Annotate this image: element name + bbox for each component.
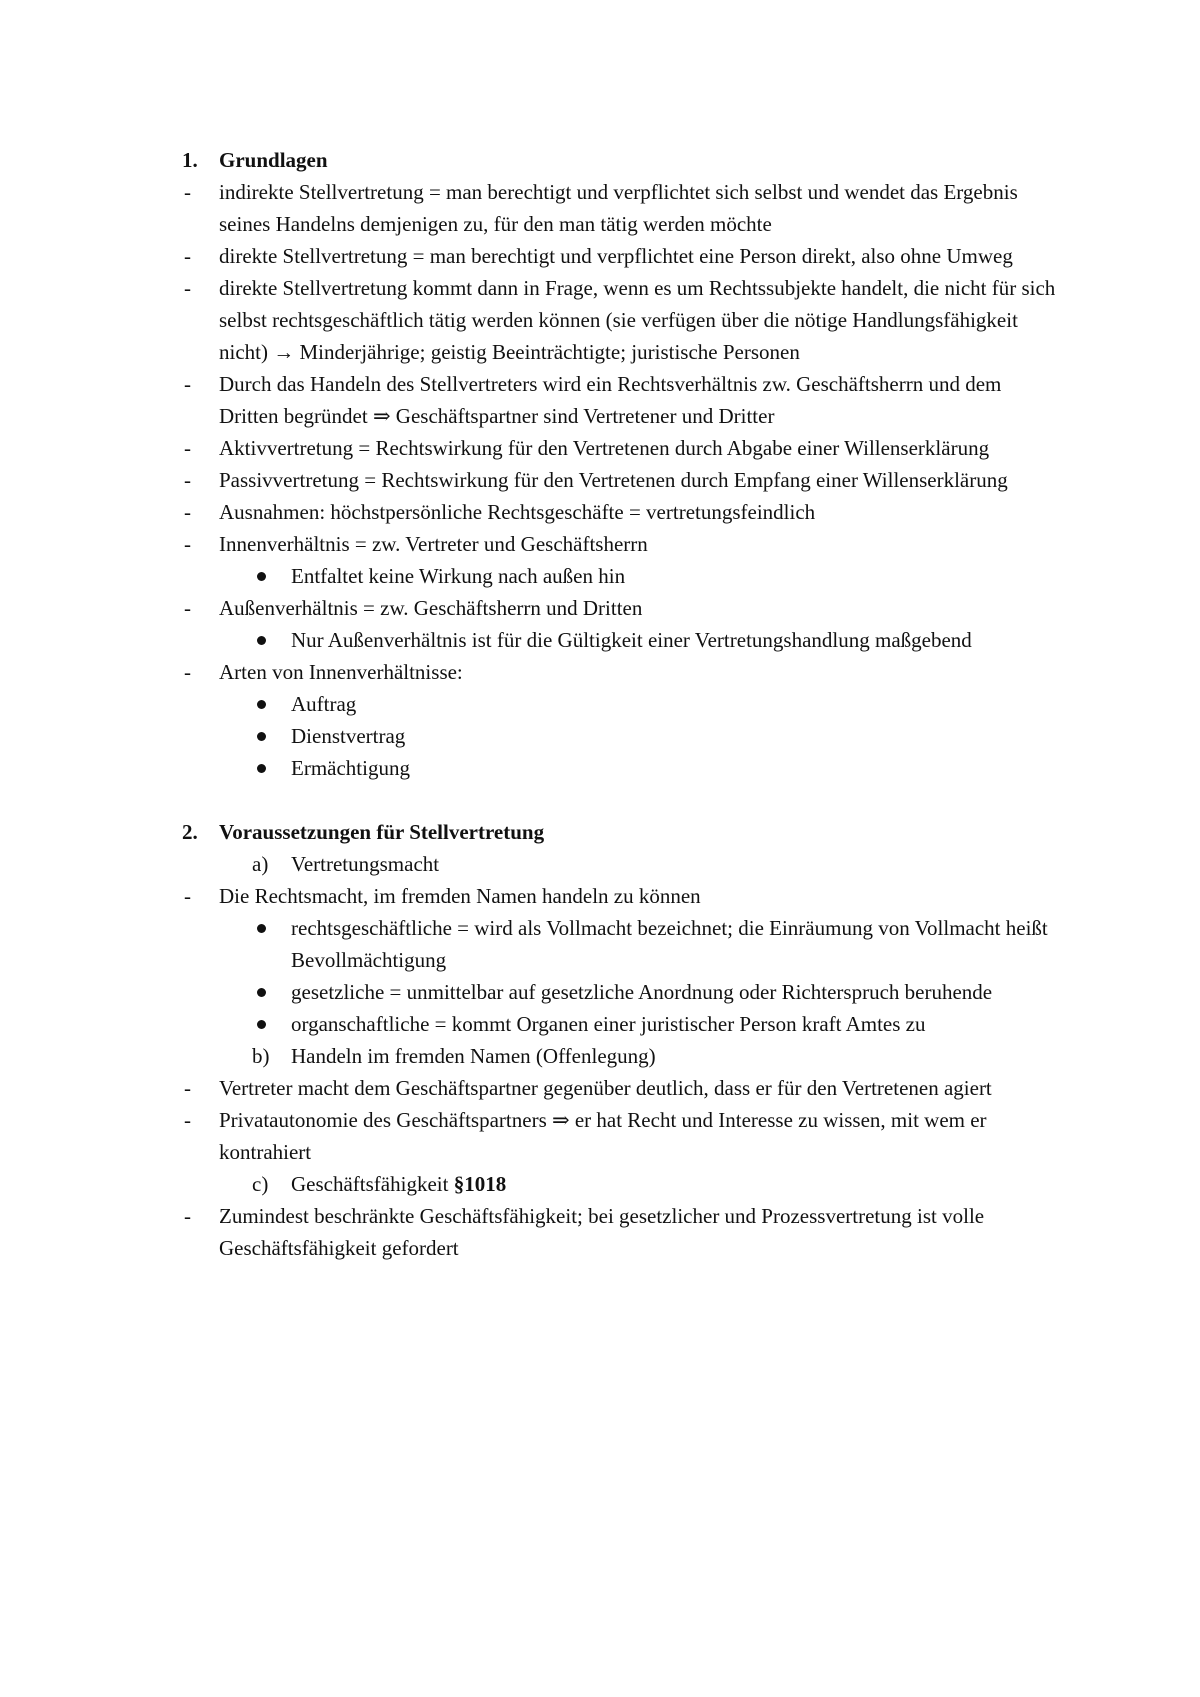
bullet-icon <box>257 1020 266 1029</box>
dash-marker: - <box>184 884 191 908</box>
dash-marker: - <box>184 1204 191 1228</box>
list-item-text: Die Rechtsmacht, im fremden Namen handeln zu können <box>219 884 701 908</box>
blank-line <box>182 784 1062 816</box>
bullet-icon <box>257 732 266 741</box>
dash-marker: - <box>184 180 191 204</box>
bullet-item <box>182 688 1062 720</box>
list-item-text: direkte Stellvertretung = man berechtigt und verpflichtet eine Person direkt, also ohne Umweg <box>219 244 1013 268</box>
list-item <box>182 176 1062 240</box>
dash-marker: - <box>184 500 191 524</box>
list-item <box>182 880 1062 912</box>
section-heading-2 <box>182 816 1062 848</box>
bullet-icon <box>257 636 266 645</box>
list-item-text: direkte Stellvertretung kommt dann in Frage, wenn es um Rechtssubjekte handelt, die nicht für sich selbst rechtsgeschäftlich tätig werden können (sie verfügen über die nötige Handlungsfähigkeit nicht) → Minderjährige; geistig Beeinträchtigte; juristische Personen <box>219 276 1056 364</box>
dash-marker: - <box>184 1108 191 1132</box>
bullet-item <box>182 720 1062 752</box>
bullet-item <box>182 624 1062 656</box>
list-item-text: Passivvertretung = Rechtswirkung für den Vertretenen durch Empfang einer Willenserklärung <box>219 468 1008 492</box>
section-title: Voraussetzungen für Stellvertretung <box>219 820 545 844</box>
sub-heading-a <box>182 848 1062 880</box>
list-item-text: Aktivvertretung = Rechtswirkung für den Vertretenen durch Abgabe einer Willenserklärung <box>219 436 990 460</box>
section-heading-1 <box>182 144 1062 176</box>
list-item <box>182 656 1062 688</box>
dash-marker: - <box>184 468 191 492</box>
bullet-icon <box>257 988 266 997</box>
list-item <box>182 432 1062 464</box>
sub-heading-c <box>182 1168 1062 1200</box>
list-item-text: Durch das Handeln des Stellvertreters wird ein Rechtsverhältnis zw. Geschäftsherrn und dem Dritten begründet ⇒ Geschäftspartner sind Vertretener und Dritter <box>219 372 1002 428</box>
list-item <box>182 240 1062 272</box>
bullet-icon <box>257 700 266 709</box>
dash-marker: - <box>184 244 191 268</box>
list-item <box>182 1104 1062 1168</box>
law-reference: §1018 <box>453 1172 507 1196</box>
dash-marker: - <box>184 276 191 300</box>
dash-marker: - <box>184 532 191 556</box>
list-item-text: Ausnahmen: höchstpersönliche Rechtsgeschäfte = vertretungsfeindlich <box>219 500 816 524</box>
document-content <box>182 144 1062 1264</box>
bullet-item <box>182 560 1062 592</box>
alpha-marker: c) <box>252 1172 269 1196</box>
bullet-item-text: Nur Außenverhältnis ist für die Gültigkeit einer Vertretungshandlung maßgebend <box>291 628 972 652</box>
bullet-item-text: Entfaltet keine Wirkung nach außen hin <box>291 564 626 588</box>
dash-marker: - <box>184 596 191 620</box>
list-item-text: Arten von Innenverhältnisse: <box>219 660 463 684</box>
dash-marker: - <box>184 660 191 684</box>
bullet-item-text: rechtsgeschäftliche = wird als Vollmacht bezeichnet; die Einräumung von Vollmacht heißt Bevollmächtigung <box>291 916 1048 972</box>
list-item-text: indirekte Stellvertretung = man berechtigt und verpflichtet sich selbst und wendet das Ergebnis seines Handelns demjenigen zu, für den man tätig werden möchte <box>219 180 1018 236</box>
bullet-item <box>182 1008 1062 1040</box>
section-number: 1. <box>182 148 198 172</box>
list-item-text: Innenverhältnis = zw. Vertreter und Geschäftsherrn <box>219 532 648 556</box>
bullet-item-text: Ermächtigung <box>291 756 410 780</box>
sub-heading-label: Geschäftsfähigkeit <box>291 1172 454 1196</box>
list-item <box>182 1200 1062 1264</box>
alpha-marker: a) <box>252 852 269 876</box>
bullet-item <box>182 976 1062 1008</box>
bullet-item <box>182 752 1062 784</box>
bullet-item-text: Dienstvertrag <box>291 724 406 748</box>
sub-heading-text: Vertretungsmacht <box>291 852 440 876</box>
list-item <box>182 528 1062 560</box>
list-item-text: Außenverhältnis = zw. Geschäftsherrn und Dritten <box>219 596 643 620</box>
sub-heading-text <box>291 1168 1062 1200</box>
bullet-item <box>182 912 1062 976</box>
list-item-text: Vertreter macht dem Geschäftspartner gegenüber deutlich, dass er für den Vertretenen agiert <box>219 1076 992 1100</box>
bullet-icon <box>257 764 266 773</box>
sub-heading-b <box>182 1040 1062 1072</box>
section-number: 2. <box>182 820 198 844</box>
bullet-icon <box>257 924 266 933</box>
list-item-text: Zumindest beschränkte Geschäftsfähigkeit; bei gesetzlicher und Prozessvertretung ist volle Geschäftsfähigkeit gefordert <box>219 1204 985 1260</box>
sub-heading-text: Handeln im fremden Namen (Offenlegung) <box>291 1044 656 1068</box>
list-item <box>182 496 1062 528</box>
list-item <box>182 592 1062 624</box>
dash-marker: - <box>184 372 191 396</box>
list-item <box>182 368 1062 432</box>
alpha-marker: b) <box>252 1044 270 1068</box>
list-item <box>182 272 1062 368</box>
dash-marker: - <box>184 1076 191 1100</box>
section-title: Grundlagen <box>219 148 328 172</box>
list-item-text: Privatautonomie des Geschäftspartners ⇒ er hat Recht und Interesse zu wissen, mit wem er kontrahiert <box>219 1108 987 1164</box>
bullet-icon <box>257 572 266 581</box>
list-item <box>182 464 1062 496</box>
bullet-item-text: organschaftliche = kommt Organen einer juristischer Person kraft Amtes zu <box>291 1012 926 1036</box>
dash-marker: - <box>184 436 191 460</box>
bullet-item-text: Auftrag <box>291 692 357 716</box>
list-item <box>182 1072 1062 1104</box>
bullet-item-text: gesetzliche = unmittelbar auf gesetzliche Anordnung oder Richterspruch beruhende <box>291 980 993 1004</box>
